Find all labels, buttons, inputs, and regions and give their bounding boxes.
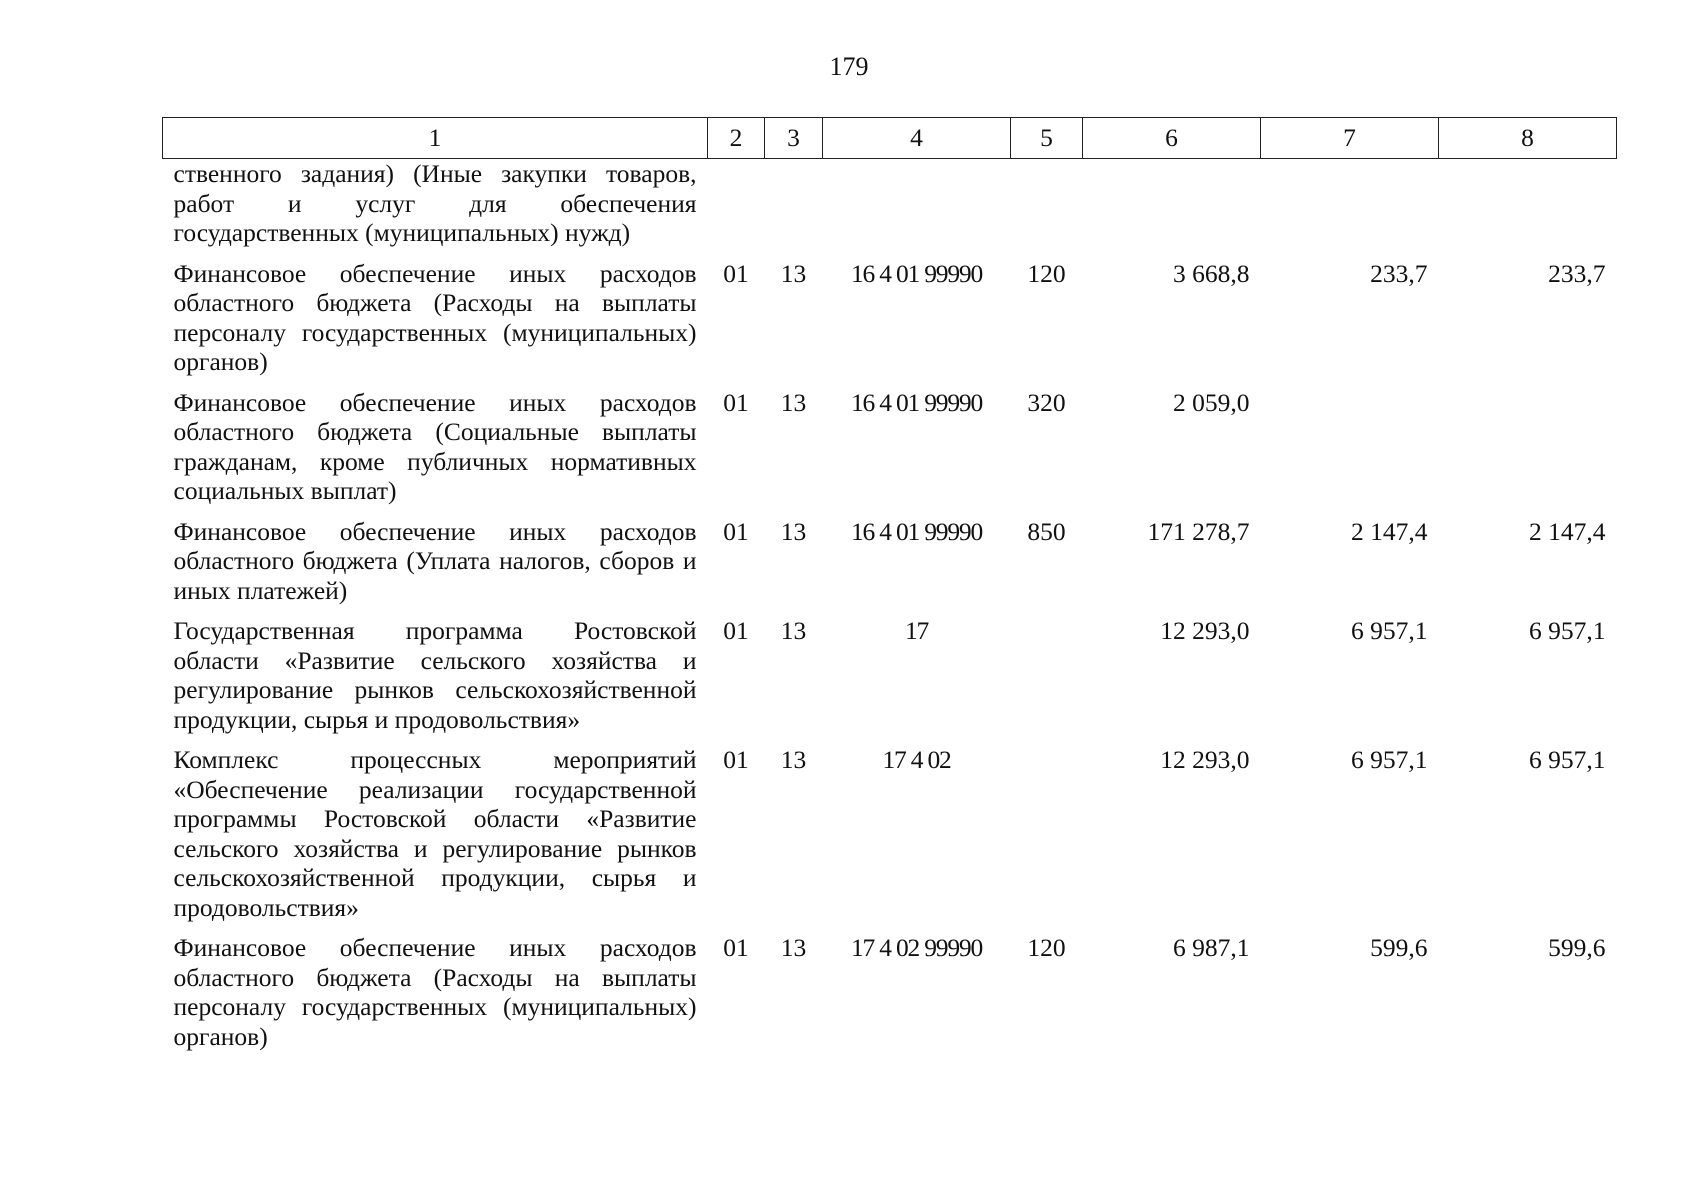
row-section: 01	[723, 516, 749, 546]
row-target-article: 17 4 02	[882, 745, 951, 774]
column-header-1: 1	[163, 118, 708, 159]
row-description: Финансовое обеспечение иных расходов областного бюджета (Социальные выплаты гражданам, кроме публичных нормативных социальных выплат)	[173, 387, 697, 505]
budget-table	[162, 117, 1617, 1062]
row-amount-8: 6 957,1	[1529, 616, 1606, 645]
row-amount-7: 599,6	[1370, 933, 1428, 962]
row-amount-7: 6 957,1	[1351, 616, 1428, 645]
row-amount-8: 6 957,1	[1529, 745, 1606, 774]
row-subsection: 13	[780, 387, 807, 417]
row-subsection: 13	[780, 516, 807, 546]
row-description: Финансовое обеспечение иных расходов областного бюджета (Уплата налогов, сборов и иных платежей)	[173, 516, 697, 605]
row-amount-8: 233,7	[1548, 258, 1606, 288]
row-amount-7	[1261, 159, 1439, 259]
row-amount-8: 2 147,4	[1529, 516, 1606, 546]
row-description: Финансовое обеспечение иных расходов областного бюджета (Расходы на выплаты персоналу государственных (муниципальных) органов)	[173, 258, 697, 376]
row-description: ственного задания) (Иные закупки товаров, работ и услуг для обеспечения государственных (муниципальных) нужд)	[173, 159, 697, 247]
column-header-5: 5	[1011, 118, 1083, 159]
row-amount-6: 2 059,0	[1173, 387, 1250, 417]
row-target-article: 17 4 02 99990	[850, 933, 983, 962]
row-amount-6: 12 293,0	[1160, 745, 1250, 774]
row-amount-7: 6 957,1	[1351, 745, 1428, 774]
table-row	[163, 259, 1617, 388]
column-header-3: 3	[765, 118, 823, 159]
row-expense-type: 120	[1027, 933, 1066, 962]
row-amount-6	[1083, 159, 1261, 259]
row-amount-7: 233,7	[1370, 258, 1428, 288]
table-row	[163, 388, 1617, 517]
row-section: 01	[723, 745, 749, 774]
row-subsection: 13	[780, 616, 807, 645]
row-amount-6: 3 668,8	[1173, 258, 1250, 288]
row-amount-7: 2 147,4	[1351, 516, 1428, 546]
column-header-8: 8	[1439, 118, 1617, 159]
row-expense-type	[1011, 159, 1083, 259]
row-expense-type: 120	[1027, 258, 1066, 288]
row-description: Финансовое обеспечение иных расходов областного бюджета (Расходы на выплаты персоналу государственных (муниципальных) органов)	[173, 933, 697, 1051]
row-amount-7	[1261, 388, 1439, 517]
row-amount-6: 12 293,0	[1160, 616, 1250, 645]
table-row	[163, 616, 1617, 745]
row-amount-6: 171 278,7	[1147, 516, 1250, 546]
row-target-article: 16 4 01 99990	[850, 516, 983, 546]
row-target-article: 16 4 01 99990	[850, 258, 983, 288]
row-target-article: 16 4 01 99990	[850, 387, 983, 417]
row-expense-type: 320	[1027, 387, 1066, 417]
row-section: 01	[723, 387, 749, 417]
row-subsection: 13	[780, 745, 807, 774]
row-subsection	[765, 159, 823, 259]
row-amount-8	[1439, 388, 1617, 517]
column-header-4: 4	[823, 118, 1011, 159]
row-amount-8	[1439, 159, 1617, 259]
table-row	[163, 517, 1617, 617]
row-section: 01	[723, 258, 749, 288]
row-target-article: 17	[904, 616, 929, 645]
row-expense-type: 850	[1027, 516, 1066, 546]
row-subsection: 13	[780, 933, 807, 962]
row-subsection: 13	[780, 258, 807, 288]
row-target-article	[823, 159, 1011, 259]
row-amount-6: 6 987,1	[1173, 933, 1250, 962]
column-header-7: 7	[1261, 118, 1439, 159]
row-description: Государственная программа Ростовской области «Развитие сельского хозяйства и регулирование рынков сельскохозяйственной продукции, сырья и продовольствия»	[173, 616, 697, 734]
row-expense-type	[1011, 616, 1083, 745]
column-header-2: 2	[708, 118, 765, 159]
table-header-row	[163, 118, 1617, 159]
row-section	[708, 159, 765, 259]
table-row	[163, 159, 1617, 259]
page-number: 179	[829, 52, 869, 81]
row-section: 01	[723, 933, 749, 962]
column-header-6: 6	[1083, 118, 1261, 159]
row-expense-type	[1011, 745, 1083, 933]
row-description: Комплекс процессных мероприятий «Обеспечение реализации государственной программы Ростовской области «Развитие сельского хозяйства и регулирование рынков сельскохозяйственной продукции, сырья и продовольствия»	[173, 745, 697, 922]
row-section: 01	[723, 616, 749, 645]
table-row	[163, 745, 1617, 933]
table-row	[163, 933, 1617, 1062]
row-amount-8: 599,6	[1548, 933, 1606, 962]
